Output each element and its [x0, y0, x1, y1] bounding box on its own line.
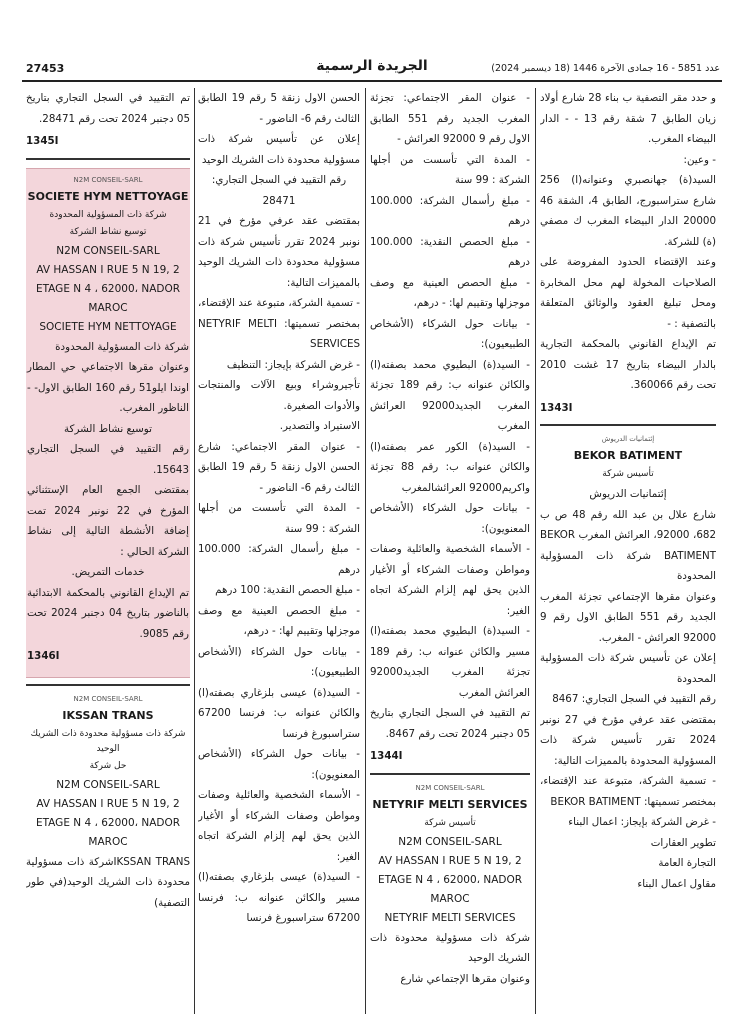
paragraph: وعنوان مقرها الإجتماعي شارع	[400, 972, 530, 985]
paragraph: - بيانات حول الشركاء (الأشخاص المعنويون):	[198, 748, 360, 781]
company-type: تأسيس شركة	[424, 817, 476, 828]
paragraph: بمقتضى عقد عرفي مؤرخ في 21 نونبر 2024 تقرر تأسيس شركة ذات مسؤولية محدودة ذات الشريك الوحيد بالمميزات التالية:	[198, 215, 360, 289]
company-name: BEKOR BATIMENT	[573, 449, 683, 462]
paragraph: وعند الإقتضاء الحدود المفروضة على الصلاحيات المخولة لهم محل المخابرة ومحل تبليغ العقود والوثائق المتعلقة بالتصفية : -	[540, 256, 716, 330]
paragraph: شركة ذات المسؤولية المحدودة	[55, 340, 189, 353]
paragraph: التجارة العامة	[658, 857, 716, 869]
address-line: N2M CONSEIL-SARL	[56, 244, 160, 257]
paragraph: تأجيروشراء وبيع الآلات والمنتجات والأدوات الصغيرة.	[198, 379, 360, 412]
company-type: شركة ذات المسؤولية المحدودة	[49, 209, 167, 220]
paragraph: - غرض الشركة بإيجاز: التنظيف	[226, 358, 360, 371]
company-name: SOCIETE HYM NETTOYAGE	[27, 189, 189, 203]
announcer-label: N2M CONSEIL-SARL	[73, 694, 143, 703]
paragraph: وعنوان مقرها الاجتماعي حي المطار اوندا ايلو51 رقم 160 الطابق الاول- - الناظور المغرب.	[27, 361, 189, 414]
announcer-label: إئتمانيات الدريوش	[601, 435, 655, 443]
paragraph: - بيانات حول الشركاء (الأشخاص الطبيعيون):	[198, 645, 360, 678]
highlighted-announcement	[26, 168, 190, 678]
column-divider	[365, 88, 366, 1014]
paragraph: خدمات التمريض.	[71, 566, 145, 578]
address-line: AV HASSAN I RUE 5 N 19, 2	[378, 854, 522, 867]
address-line: ETAGE N 4 ، 62000، NADOR	[377, 873, 523, 886]
separator	[370, 773, 530, 775]
paragraph: - غرض الشركة بإيجاز: اعمال البناء	[568, 816, 716, 828]
paragraph: - مبلغ الحصص النقدية: 100.000 درهم	[370, 235, 530, 268]
paragraph: شارع علال بن عبد الله رقم 48 ص ب 682، 92000، العرائش المغرب BEKOR BATIMENT شركة ذات المسؤولية المحدودة	[540, 508, 716, 582]
paragraph: بمقتضى عقد عرفي مؤرخ في 27 نونبر 2024 تقرر تأسيس شركة ذات المسؤولية المحدودة بالمميزات التالية:	[540, 713, 716, 767]
issue-info: عدد 5851 - 16 جمادى الآخرة 1446 (18 ديسمبر 2024)	[491, 63, 720, 74]
paragraph: IKSSAN TRANSشركة ذات مسؤولية محدودة ذات الشريك الوحيد(في طور التصفية)	[26, 855, 190, 909]
company-type: شركة ذات مسؤولية محدودة ذات الشريك الوحيد	[30, 728, 186, 754]
paragraph: السيد(ة) جهانصبري وعنوانه(ا) 256 شارع ستراسبورج، الطابق 4، الشقة 46 20000 الدار البيضاء المغرب ك مصفي (ة) للشركة.	[540, 174, 716, 248]
paragraph: رقم التقييد في السجل التجاري: 8467	[552, 693, 716, 705]
paragraph: - السيد(ة) الكور عمر بصفته(ا) والكائن عنوانه ب: رقم 88 تجزئة واكريم92000 العرائشالمغرب	[370, 440, 530, 494]
paragraph: - السيد(ة) عيسى بلزغاري بصفته(ا) مسير والكائن عنوانه ب: فرنسا 67200 ستراسبورغ فرنسا	[198, 871, 360, 924]
address-line: N2M CONSEIL-SARL	[56, 778, 160, 791]
company-name: NETYRIF MELTI SERVICES	[372, 797, 528, 811]
announcer-label: N2M CONSEIL-SARL	[73, 175, 143, 184]
paragraph: تطوير العقارات	[650, 836, 716, 849]
paragraph: - بيانات حول الشركاء (الأشخاص المعنويون):	[370, 502, 530, 535]
paragraph: تم الإيداع القانوني بالمحكمة الابتدائية بالناضور بتاريخ 04 دجنبر 2024 تحت رقم 9085.	[27, 586, 189, 640]
paragraph: الحسن الاول زنقة 5 رقم 19 الطابق الثالث رقم 6- الناضور -	[198, 92, 360, 125]
paragraph: - مبلغ الحصص العينية مع وصف موجزلها وتقييم لها: - درهم،	[370, 276, 530, 309]
address-line: ETAGE N 4 ، 62000، NADOR	[35, 816, 181, 829]
announcement-ref: 1343I	[540, 401, 573, 414]
paragraph: إعلان عن تأسيس شركة ذات المسؤولية المحدودة	[540, 652, 716, 685]
paragraph: تم التقييد في السجل التجاري بتاريخ 05 دجنبر 2024 تحت رقم 28471.	[26, 92, 190, 125]
paragraph: - عنوان المقر الاجتماعي: شارع الحسن الاول زنقة 5 رقم 19 الطابق الثالث رقم 6- الناضور -	[198, 440, 360, 494]
paragraph: - الأسماء الشخصية والعائلية وصفات ومواطن وصفات الشركاء أو الأغيار الذين يحق لهم إلزام الشركة اتجاه الغير:	[198, 789, 360, 863]
journal-title: الجريدة الرسمية	[316, 58, 428, 74]
paragraph: وعنوان مقرها الإجتماعي تجزئة المغرب الجديد رقم 551 الطابق الاول رقم 9 92000 العرائش - المغرب.	[540, 590, 716, 644]
paragraph: بمقتضى الجمع العام الإستثنائي المؤرخ في 22 نونبر 2024 تمت إضافة الأنشطة التالية إلى نشاط الشركة الحالي :	[27, 484, 189, 558]
separator	[540, 424, 716, 426]
address-line: AV HASSAN I RUE 5 N 19, 2	[36, 263, 180, 276]
paragraph: مقاول اعمال البناء	[637, 877, 716, 890]
paragraph: - السيد(ة) البطيوي محمد بصفته(ا) مسير والكائن عنوانه ب: رقم 189 تجزئة المغرب الجديد92000 العرائش المغرب	[370, 625, 530, 699]
paragraph: - مبلغ الحصص النقدية: 100 درهم	[215, 584, 360, 596]
paragraph: إئتمانيات الدريوش	[589, 488, 667, 500]
paragraph: - تسمية الشركة، متبوعة عند الإقتضاء، بمختصر تسميتها: NETYRIF MELTI SERVICES	[198, 297, 360, 350]
separator	[26, 158, 190, 160]
column-3	[198, 88, 360, 1018]
paragraph: الاستيراد والتصدير.	[279, 420, 360, 432]
column-1	[540, 88, 716, 1018]
address-line: MAROC	[430, 892, 470, 905]
paragraph: - السيد(ة) عيسى بلزغاري بصفته(ا) والكائن عنوانه ب: فرنسا 67200 ستراسبورغ فرنسا	[198, 686, 360, 740]
paragraph: شركة ذات مسؤولية محدودة ذات الشريك الوحيد	[370, 931, 530, 964]
address-line: MAROC	[88, 301, 128, 314]
address-line: AV HASSAN I RUE 5 N 19, 2	[36, 797, 180, 810]
paragraph: - المدة التي تأسست من أجلها الشركة : 99 سنة	[198, 502, 360, 535]
announcement-ref: 1344I	[370, 750, 403, 762]
company-type: تأسيس شركة	[602, 469, 654, 479]
paragraph: رقم التقييد في السجل التجاري 15643.	[27, 443, 189, 476]
paragraph: - المدة التي تأسست من أجلها الشركة : 99 سنة	[370, 153, 530, 186]
paragraph: و حدد مقر التصفية ب بناء 28 شارع أولاد زيان الطابق 7 شقة رقم 13 - - الدار البيضاء المغرب.	[540, 92, 716, 145]
paragraph: إعلان عن تأسيس شركة ذات مسؤولية محدودة ذات الشريك الوحيد	[198, 133, 360, 166]
paragraph: - تسمية الشركة، متبوعة عند الإقتضاء، بمختصر تسميتها: BEKOR BATIMENT	[540, 775, 716, 808]
column-divider	[535, 88, 536, 1014]
announcement-ref: 1345I	[26, 135, 59, 147]
column-divider	[194, 88, 195, 1014]
paragraph: - مبلغ الحصص العينية مع وصف موجزلها وتقييم لها: - درهم،	[198, 604, 360, 637]
announcement-type: حل شركة	[89, 760, 127, 771]
paragraph: - السيد(ة) البطيوي محمد بصفته(ا) والكائن عنوانه ب: رقم 189 تجزئة المغرب الجديد92000 العرائش المغرب	[370, 358, 530, 432]
address-line: ETAGE N 4 ، 62000، NADOR	[35, 282, 181, 295]
paragraph: - مبلغ رأسمال الشركة: 100.000 درهم	[370, 194, 530, 227]
address-line: MAROC	[88, 835, 128, 848]
announcement-type: توسيع نشاط الشركة	[69, 226, 147, 237]
paragraph: - بيانات حول الشركاء (الأشخاص الطبيعيون):	[370, 317, 530, 350]
address-line: SOCIETE HYM NETTOYAGE	[39, 320, 177, 333]
separator	[26, 684, 190, 686]
paragraph: تم التقييد في السجل التجاري بتاريخ 05 دجنبر 2024 تحت رقم 8467.	[370, 707, 530, 740]
address-line: NETYRIF MELTI SERVICES	[384, 911, 516, 924]
column-4	[26, 88, 190, 1018]
announcer-label: N2M CONSEIL-SARL	[415, 783, 485, 792]
paragraph: - وعين:	[683, 153, 716, 166]
paragraph: رقم التقييد في السجل التجاري: 28471	[211, 174, 347, 207]
page-number: 27453	[26, 62, 65, 75]
address-line: N2M CONSEIL-SARL	[398, 835, 502, 848]
paragraph: - عنوان المقر الاجتماعي: تجزئة المغرب الجديد رقم 551 الطابق الاول رقم 9 92000 العرائش -	[370, 92, 530, 145]
column-2	[370, 88, 530, 1018]
paragraph: - الأسماء الشخصية والعائلية وصفات ومواطن وصفات الشركاء أو الأغيار الذين يحق لهم إلزام الشركة اتجاه الغير:	[370, 543, 530, 617]
announcement-ref: 1346I	[27, 650, 60, 662]
paragraph: - مبلغ رأسمال الشركة: 100.000 درهم	[198, 543, 360, 576]
paragraph: توسيع نشاط الشركة	[64, 422, 152, 435]
company-name: IKSSAN TRANS	[62, 708, 154, 722]
page-header	[22, 60, 722, 82]
paragraph: تم الإيداع القانوني بالمحكمة التجارية بالدار البيضاء بتاريخ 17 غشت 2010 تحت رقم 360066.	[540, 338, 716, 391]
